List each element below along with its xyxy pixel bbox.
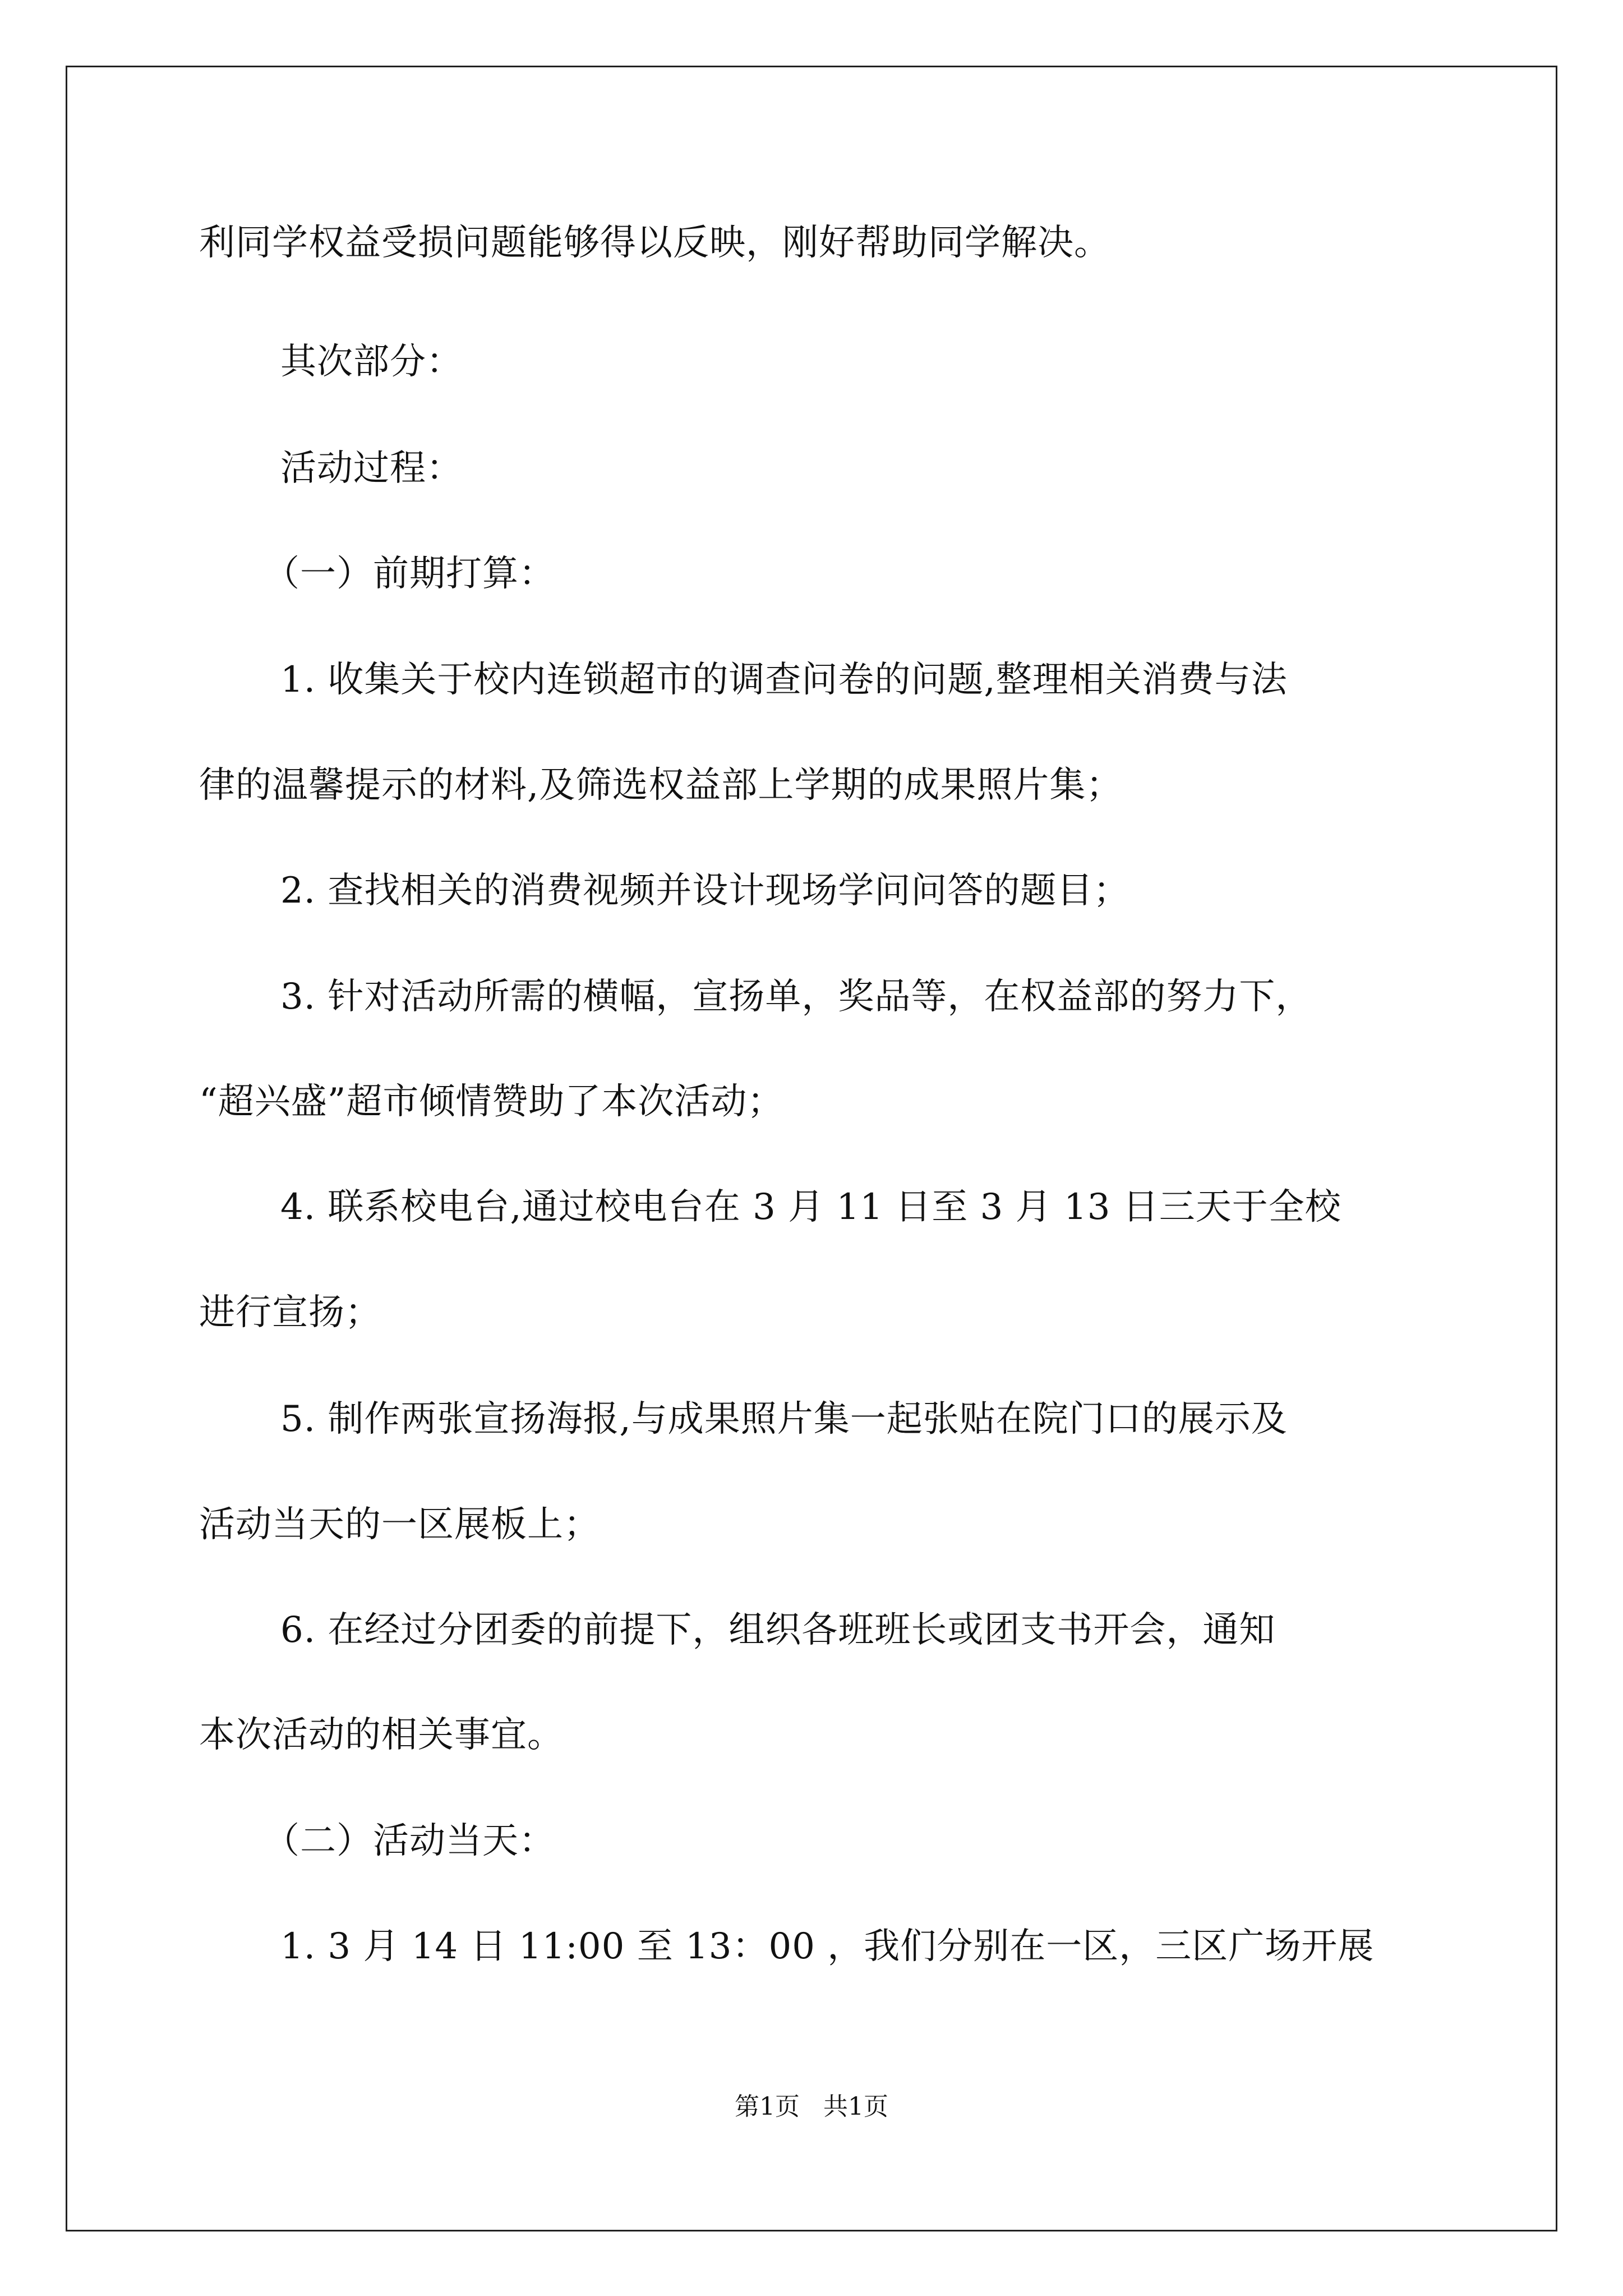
- list-item-line: 进行宣扬；: [199, 1292, 381, 1333]
- list-item-line: 1. 3 月 14 日 11:00 至 13：00 ，我们分别在一区，三区广场开展: [280, 1926, 1375, 1967]
- list-item-line: 6. 在经过分团委的前提下，组织各班班长或团支书开会，通知: [280, 1609, 1276, 1651]
- page-border: [66, 66, 1557, 2231]
- section-heading: 其次部分：: [280, 341, 463, 383]
- list-item-line: 1. 收集关于校内连锁超市的调查问卷的问题,整理相关消费与法: [280, 659, 1288, 701]
- list-item-line: 2. 查找相关的消费视频并设计现场学问问答的题目；: [280, 870, 1130, 912]
- list-item-line: 3. 针对活动所需的横幅，宣扬单，奖品等，在权益部的努力下，: [280, 976, 1312, 1018]
- list-item-line: 4. 联系校电台,通过校电台在 3 月 11 日至 3 月 13 日三天于全校: [280, 1186, 1341, 1228]
- subsection-heading: （二）活动当天：: [264, 1820, 555, 1862]
- list-item-line: 律的温馨提示的材料,及筛选权益部上学期的成果照片集；: [199, 765, 1123, 806]
- section-heading: 活动过程：: [280, 448, 463, 489]
- paragraph-line: 利同学权益受损问题能够得以反映，刚好帮助同学解决。: [199, 222, 1110, 264]
- subsection-heading: （一）前期打算：: [264, 553, 555, 595]
- page-footer: 第1页 共1页: [735, 2092, 888, 2121]
- list-item-line: 活动当天的一区展板上；: [199, 1504, 600, 1545]
- list-item-line: “超兴盛”超市倾情赞助了本次活动；: [199, 1081, 784, 1122]
- list-item-line: 本次活动的相关事宜。: [199, 1714, 564, 1756]
- list-item-line: 5. 制作两张宣扬海报,与成果照片集一起张贴在院门口的展示及: [280, 1398, 1288, 1440]
